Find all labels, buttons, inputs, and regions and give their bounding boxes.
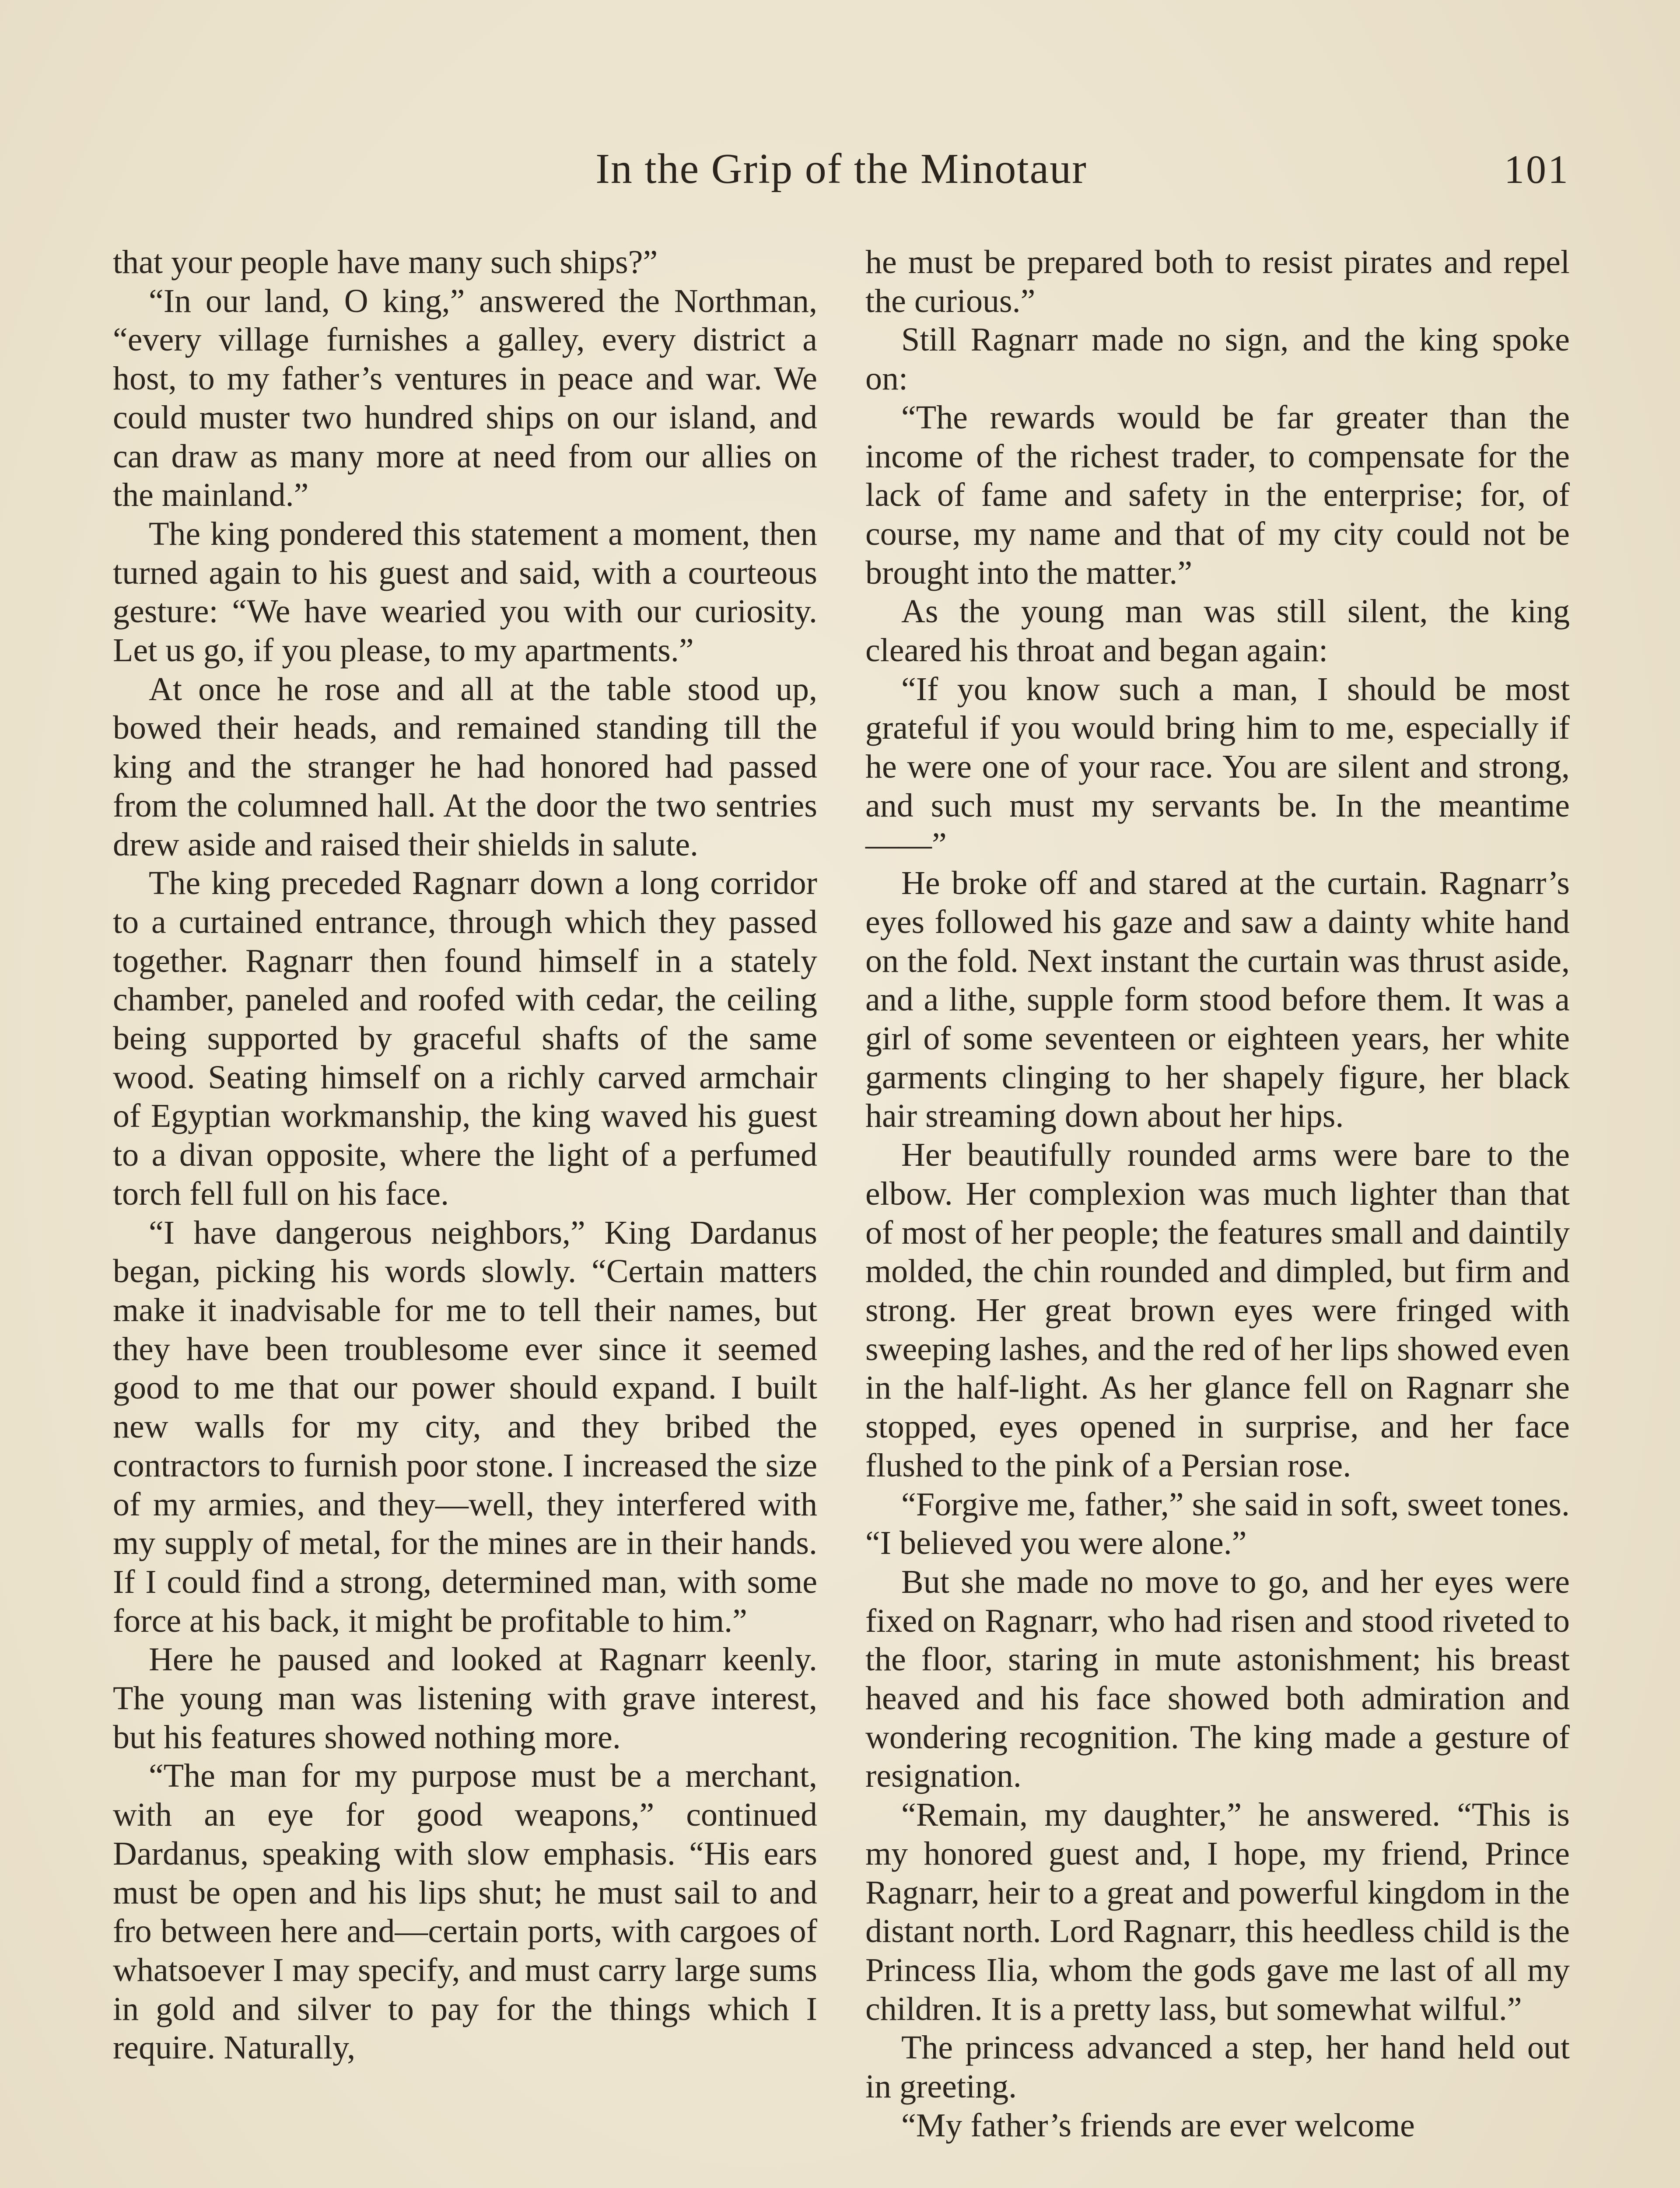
paragraph: Her beautifully rounded arms were bare to the elbow. Her complexion was much lighter than that of most of her people; the features small and daintily molded, the chin rounded and dimpled, but firm and strong. Her great brown eyes were fringed with sweeping lashes, and the red of her lips showed even in the half-light. As her glance fell on Ragnarr she stopped, eyes opened in surprise, and her face flushed to the pink of a Persian rose. (865, 1136, 1570, 1484)
paragraph: Still Ragnarr made no sign, and the king spoke on: (865, 321, 1570, 397)
paragraph: The king preceded Ragnarr down a long corridor to a curtained entrance, through which they passed together. Ragnarr then found himself in a stately chamber, paneled and roofed with cedar, the ceiling being supported by graceful shafts of the same wood. Seating himself on a richly carved armchair of Egyptian workmanship, the king waved his guest to a divan opposite, where the light of a perfumed torch fell full on his face. (113, 865, 817, 1212)
left-column (113, 243, 817, 2067)
paragraph: At once he rose and all at the table stood up, bowed their heads, and remained standing till the king and the stranger he had honored had passed from the columned hall. At the door the two sentries drew aside and raised their shields in salute. (113, 670, 817, 863)
paragraph: The king pondered this statement a moment, then turned again to his guest and said, with a courteous gesture: “We have wearied you with our curiosity. Let us go, if you please, to my apartments.” (113, 515, 817, 669)
running-head (113, 144, 1570, 206)
paragraph: “I have dangerous neighbors,” King Dardanus began, picking his words slowly. “Certain matters make it inadvisable for me to tell their names, but they have been troublesome ever since it seemed good to me that our power should expand. I built new walls for my city, and they bribed the contractors to furnish poor stone. I increased the size of my armies, and they—well, they interfered with my supply of metal, for the mines are in their hands. If I could find a strong, determined man, with some force at his back, it might be profitable to him.” (113, 1214, 817, 1639)
paragraph: As the young man was still silent, the king cleared his throat and began again: (865, 593, 1570, 669)
paragraph: “The man for my purpose must be a merchant, with an eye for good weapons,” continued Dardanus, speaking with slow emphasis. “His ears must be open and his lips shut; he must sail to and fro between here and—certain ports, with cargoes of whatsoever I may specify, and must carry large sums in gold and silver to pay for the things which I require. Naturally, (113, 1757, 817, 2066)
paragraph: “If you know such a man, I should be most grateful if you would bring him to me, especially if he were one of your race. You are silent and strong, and such must my servants be. In the meantime——” (865, 670, 1570, 863)
paragraph: “The rewards would be far greater than the income of the richest trader, to compensate for the lack of fame and safety in the enterprise; for, of course, my name and that of my city could not be brought into the matter.” (865, 399, 1570, 591)
paragraph: “In our land, O king,” answered the Northman, “every village furnishes a galley, every district a host, to my father’s ventures in peace and war. We could muster two hundred ships on our island, and can draw as many more at need from our allies on the mainland.” (113, 282, 817, 514)
page-number: 101 (1504, 147, 1570, 192)
chapter-title: In the Grip of the Minotaur (595, 145, 1087, 193)
paragraph: “Forgive me, father,” she said in soft, sweet tones. “I believed you were alone.” (865, 1486, 1570, 1562)
paragraph: that your people have many such ships?” (113, 244, 658, 281)
right-column (865, 243, 1570, 2145)
paragraph: he must be prepared both to resist pirates and repel the curious.” (865, 244, 1570, 319)
paragraph: But she made no move to go, and her eyes were fixed on Ragnarr, who had risen and stood riveted to the floor, staring in mute astonishment; his breast heaved and his face showed both admiration and wondering recognition. The king made a gesture of resignation. (865, 1563, 1570, 1795)
paragraph: Here he paused and looked at Ragnarr keenly. The young man was listening with grave interest, but his features showed nothing more. (113, 1641, 817, 1756)
paragraph: He broke off and stared at the curtain. Ragnarr’s eyes followed his gaze and saw a dainty white hand on the fold. Next instant the curtain was thrust aside, and a lithe, supple form stood before them. It was a girl of some seventeen or eighteen years, her white garments clinging to her shapely figure, her black hair streaming down about her hips. (865, 865, 1570, 1135)
paragraph: “Remain, my daughter,” he answered. “This is my honored guest and, I hope, my friend, Prince Ragnarr, heir to a great and powerful kingdom in the distant north. Lord Ragnarr, this heedless child is the Princess Ilia, whom the gods gave me last of all my children. It is a pretty lass, but somewhat wilful.” (865, 1796, 1570, 2027)
paragraph: “My father’s friends are ever welcome (901, 2107, 1415, 2144)
paragraph: The princess advanced a step, her hand held out in greeting. (865, 2029, 1570, 2105)
